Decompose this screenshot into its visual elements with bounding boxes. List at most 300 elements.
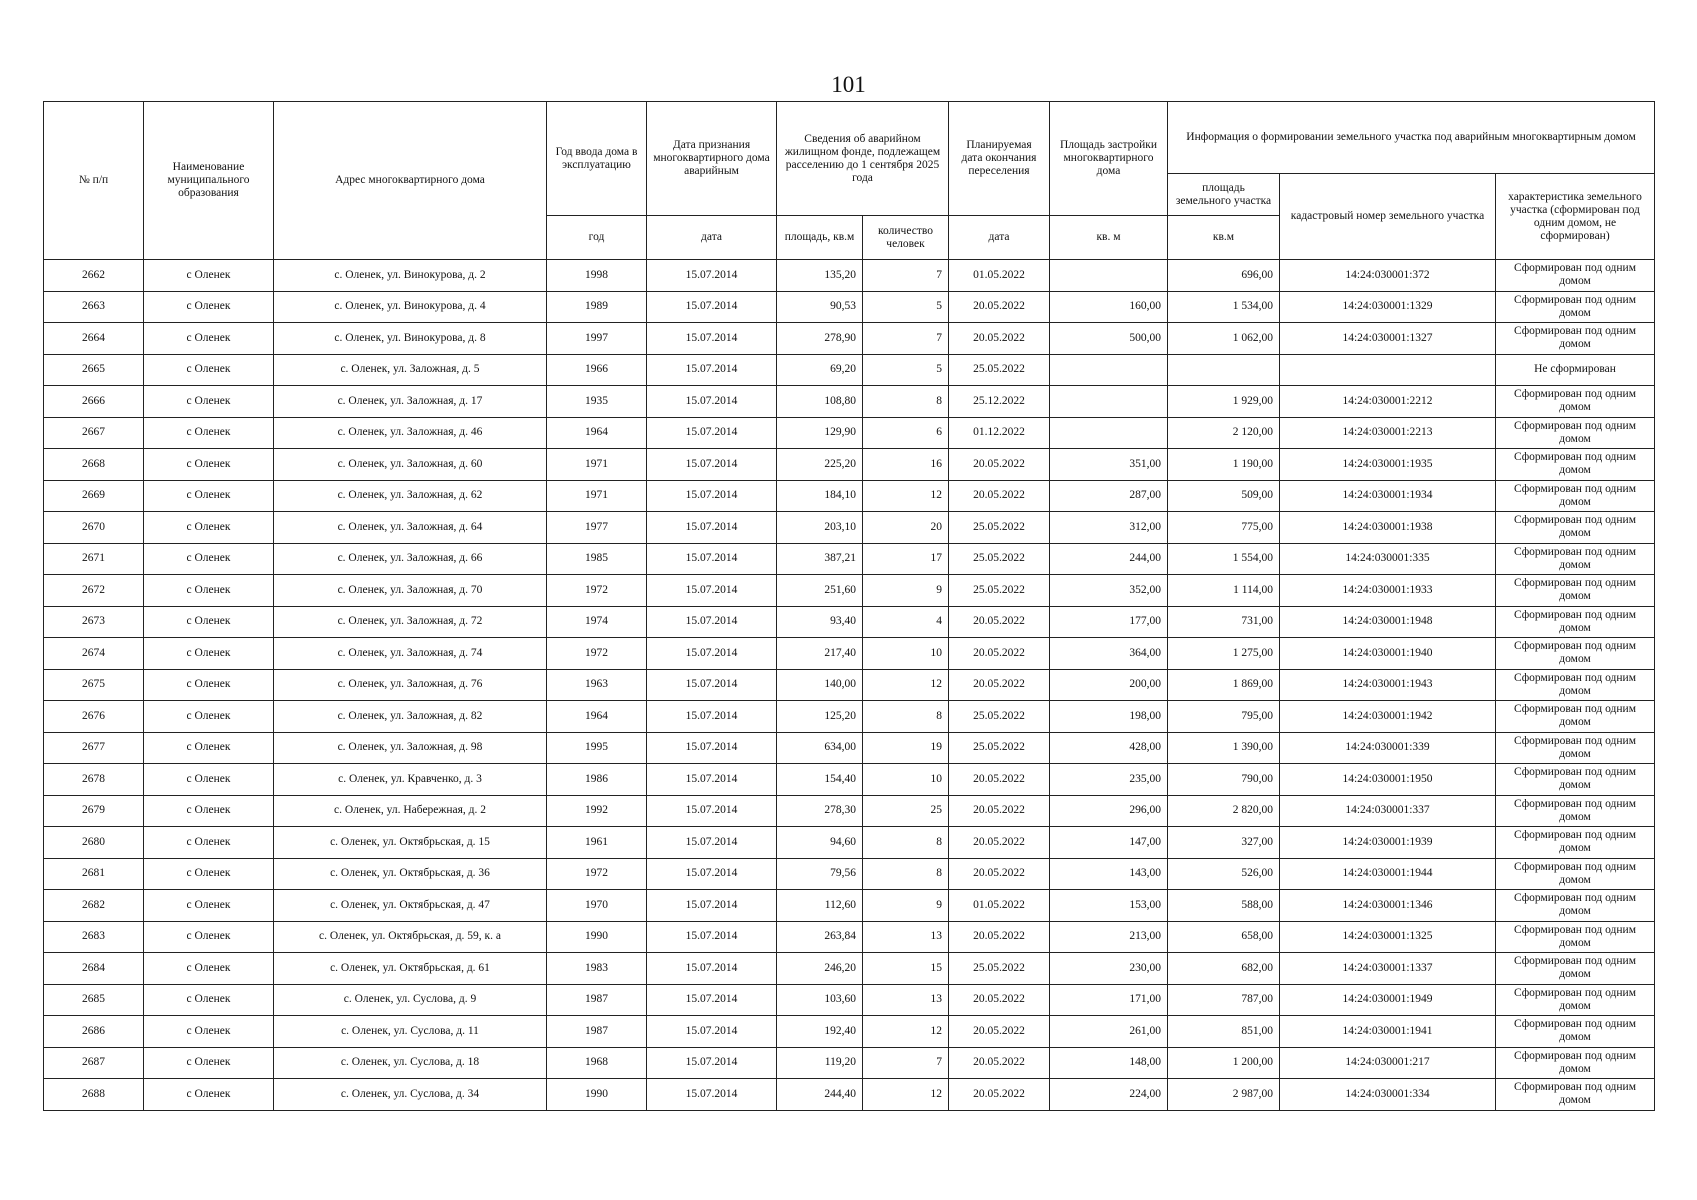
cell-area: 140,00 [777,669,863,701]
cell-recognition-date: 15.07.2014 [647,1016,777,1048]
cell-address: с. Оленек, ул. Заложная, д. 98 [274,732,547,764]
cell-municipality: с Оленек [144,417,274,449]
cell-land-characteristic: Сформирован под одним домом [1496,606,1655,638]
cell-cadastral: 14:24:030001:1940 [1280,638,1496,670]
cell-area: 251,60 [777,575,863,607]
cell-land-characteristic: Сформирован под одним домом [1496,543,1655,575]
cell-municipality: с Оленек [144,764,274,796]
cell-address: с. Оленек, ул. Заложная, д. 64 [274,512,547,544]
cell-built-area: 200,00 [1050,669,1168,701]
cell-area: 278,90 [777,323,863,355]
cell-year: 1972 [547,858,647,890]
cell-land-area [1168,354,1280,386]
cell-people: 10 [863,638,949,670]
cell-built-area: 244,00 [1050,543,1168,575]
cell-cadastral: 14:24:030001:335 [1280,543,1496,575]
cell-built-area: 177,00 [1050,606,1168,638]
cell-land-area: 731,00 [1168,606,1280,638]
table-row [44,732,1655,764]
cell-num: 2678 [44,764,144,796]
table-row [44,1079,1655,1111]
cell-recognition-date: 15.07.2014 [647,638,777,670]
cell-land-characteristic: Сформирован под одним домом [1496,575,1655,607]
cell-recognition-date: 15.07.2014 [647,323,777,355]
cell-people: 12 [863,480,949,512]
cell-area: 112,60 [777,890,863,922]
cell-num: 2669 [44,480,144,512]
cell-recognition-date: 15.07.2014 [647,1079,777,1111]
header-land-characteristic: характеристика земельного участка (сформирован под одним домом, не сформирован) [1496,174,1655,260]
cell-built-area: 352,00 [1050,575,1168,607]
cell-recognition-date: 15.07.2014 [647,827,777,859]
cell-recognition-date: 15.07.2014 [647,669,777,701]
cell-municipality: с Оленек [144,323,274,355]
table-row [44,543,1655,575]
cell-area: 129,90 [777,417,863,449]
cell-num: 2685 [44,984,144,1016]
table-row [44,323,1655,355]
cell-year: 1983 [547,953,647,985]
cell-recognition-date: 15.07.2014 [647,449,777,481]
unit-year: год [547,216,647,260]
table-row [44,764,1655,796]
cell-land-area: 795,00 [1168,701,1280,733]
table-row [44,606,1655,638]
cell-land-characteristic: Сформирован под одним домом [1496,512,1655,544]
cell-people: 7 [863,260,949,292]
cell-land-area: 588,00 [1168,890,1280,922]
cell-municipality: с Оленек [144,638,274,670]
cell-cadastral: 14:24:030001:1943 [1280,669,1496,701]
cell-num: 2665 [44,354,144,386]
cell-people: 8 [863,701,949,733]
table-row [44,827,1655,859]
cell-recognition-date: 15.07.2014 [647,984,777,1016]
cell-address: с. Оленек, ул. Заложная, д. 82 [274,701,547,733]
cell-num: 2672 [44,575,144,607]
cell-area: 263,84 [777,921,863,953]
cell-built-area: 296,00 [1050,795,1168,827]
cell-area: 244,40 [777,1079,863,1111]
header-planned-date: Планируемая дата окончания переселения [949,102,1050,216]
cell-land-area: 851,00 [1168,1016,1280,1048]
cell-land-area: 790,00 [1168,764,1280,796]
cell-num: 2687 [44,1047,144,1079]
cell-recognition-date: 15.07.2014 [647,417,777,449]
cell-land-characteristic: Сформирован под одним домом [1496,732,1655,764]
header-num: № п/п [44,102,144,260]
cell-built-area: 235,00 [1050,764,1168,796]
cell-address: с. Оленек, ул. Заложная, д. 76 [274,669,547,701]
cell-land-characteristic: Сформирован под одним домом [1496,953,1655,985]
cell-planned-date: 25.05.2022 [949,512,1050,544]
cell-num: 2670 [44,512,144,544]
cell-people: 25 [863,795,949,827]
cell-planned-date: 20.05.2022 [949,606,1050,638]
cell-planned-date: 20.05.2022 [949,1047,1050,1079]
cell-land-area: 1 275,00 [1168,638,1280,670]
cell-land-characteristic: Сформирован под одним домом [1496,291,1655,323]
cell-recognition-date: 15.07.2014 [647,606,777,638]
cell-cadastral: 14:24:030001:1950 [1280,764,1496,796]
cell-address: с. Оленек, ул. Винокурова, д. 8 [274,323,547,355]
cell-built-area: 312,00 [1050,512,1168,544]
cell-built-area [1050,260,1168,292]
cell-people: 15 [863,953,949,985]
cell-built-area [1050,386,1168,418]
cell-municipality: с Оленек [144,386,274,418]
cell-land-characteristic: Сформирован под одним домом [1496,764,1655,796]
cell-address: с. Оленек, ул. Заложная, д. 66 [274,543,547,575]
cell-planned-date: 20.05.2022 [949,323,1050,355]
cell-land-area: 658,00 [1168,921,1280,953]
cell-built-area: 213,00 [1050,921,1168,953]
cell-land-area: 1 190,00 [1168,449,1280,481]
cell-municipality: с Оленек [144,732,274,764]
table-row [44,669,1655,701]
cell-land-characteristic: Сформирован под одним домом [1496,827,1655,859]
table-row [44,1016,1655,1048]
cell-people: 7 [863,1047,949,1079]
cell-planned-date: 20.05.2022 [949,480,1050,512]
cell-address: с. Оленек, ул. Суслова, д. 9 [274,984,547,1016]
cell-people: 9 [863,890,949,922]
cell-land-area: 787,00 [1168,984,1280,1016]
cell-area: 90,53 [777,291,863,323]
cell-year: 1972 [547,638,647,670]
table-row [44,291,1655,323]
cell-planned-date: 25.05.2022 [949,354,1050,386]
cell-people: 6 [863,417,949,449]
cell-num: 2662 [44,260,144,292]
cell-land-area: 1 062,00 [1168,323,1280,355]
cell-year: 1992 [547,795,647,827]
cell-land-characteristic: Сформирован под одним домом [1496,1079,1655,1111]
cell-land-area: 526,00 [1168,858,1280,890]
cell-land-characteristic: Сформирован под одним домом [1496,701,1655,733]
cell-land-characteristic: Сформирован под одним домом [1496,1047,1655,1079]
cell-built-area: 160,00 [1050,291,1168,323]
cell-recognition-date: 15.07.2014 [647,953,777,985]
cell-people: 5 [863,291,949,323]
cell-num: 2688 [44,1079,144,1111]
cell-built-area [1050,354,1168,386]
unit-people: количество человек [863,216,949,260]
cell-cadastral: 14:24:030001:1337 [1280,953,1496,985]
table-row [44,953,1655,985]
cell-area: 634,00 [777,732,863,764]
cell-municipality: с Оленек [144,449,274,481]
cell-year: 1961 [547,827,647,859]
cell-municipality: с Оленек [144,1047,274,1079]
cell-area: 79,56 [777,858,863,890]
cell-planned-date: 01.12.2022 [949,417,1050,449]
cell-year: 1990 [547,1079,647,1111]
cell-num: 2663 [44,291,144,323]
cell-num: 2673 [44,606,144,638]
table-row [44,638,1655,670]
cell-area: 69,20 [777,354,863,386]
cell-area: 387,21 [777,543,863,575]
cell-area: 125,20 [777,701,863,733]
cell-address: с. Оленек, ул. Заложная, д. 5 [274,354,547,386]
cell-land-characteristic: Сформирован под одним домом [1496,1016,1655,1048]
cell-cadastral: 14:24:030001:1934 [1280,480,1496,512]
cell-planned-date: 20.05.2022 [949,858,1050,890]
cell-municipality: с Оленек [144,1016,274,1048]
cell-year: 1990 [547,921,647,953]
cell-year: 1987 [547,984,647,1016]
cell-land-area: 1 534,00 [1168,291,1280,323]
cell-land-characteristic: Сформирован под одним домом [1496,480,1655,512]
cell-municipality: с Оленек [144,575,274,607]
cell-year: 1963 [547,669,647,701]
table-row [44,858,1655,890]
cell-land-area: 775,00 [1168,512,1280,544]
cell-land-area: 2 120,00 [1168,417,1280,449]
cell-people: 9 [863,575,949,607]
cell-area: 94,60 [777,827,863,859]
cell-municipality: с Оленек [144,984,274,1016]
cell-municipality: с Оленек [144,669,274,701]
cell-planned-date: 20.05.2022 [949,764,1050,796]
cell-address: с. Оленек, ул. Заложная, д. 46 [274,417,547,449]
cell-municipality: с Оленек [144,480,274,512]
cell-area: 154,40 [777,764,863,796]
cell-num: 2682 [44,890,144,922]
cell-municipality: с Оленек [144,795,274,827]
table-row [44,354,1655,386]
cell-land-characteristic: Сформирован под одним домом [1496,890,1655,922]
cell-area: 103,60 [777,984,863,1016]
cell-land-area: 2 820,00 [1168,795,1280,827]
cell-address: с. Оленек, ул. Заложная, д. 17 [274,386,547,418]
cell-recognition-date: 15.07.2014 [647,795,777,827]
cell-municipality: с Оленек [144,606,274,638]
cell-cadastral: 14:24:030001:1935 [1280,449,1496,481]
cell-land-area: 1 200,00 [1168,1047,1280,1079]
cell-planned-date: 20.05.2022 [949,984,1050,1016]
table-row [44,984,1655,1016]
cell-year: 1972 [547,575,647,607]
cell-year: 1986 [547,764,647,796]
cell-num: 2666 [44,386,144,418]
cell-address: с. Оленек, ул. Заложная, д. 62 [274,480,547,512]
cell-land-area: 1 869,00 [1168,669,1280,701]
cell-land-characteristic: Сформирован под одним домом [1496,638,1655,670]
cell-municipality: с Оленек [144,291,274,323]
cell-year: 1935 [547,386,647,418]
header-land-info: Информация о формировании земельного участка под аварийным многоквартирным домом [1168,102,1655,174]
cell-area: 225,20 [777,449,863,481]
cell-cadastral: 14:24:030001:339 [1280,732,1496,764]
unit-plan-date: дата [949,216,1050,260]
header-built-area: Площадь застройки многоквартирного дома [1050,102,1168,216]
cell-year: 1995 [547,732,647,764]
cell-people: 17 [863,543,949,575]
cell-cadastral: 14:24:030001:1949 [1280,984,1496,1016]
cell-year: 1987 [547,1016,647,1048]
header-emergency-fund: Сведения об аварийном жилищном фонде, подлежащем расселению до 1 сентября 2025 года [777,102,949,216]
cell-recognition-date: 15.07.2014 [647,732,777,764]
cell-built-area: 500,00 [1050,323,1168,355]
cell-planned-date: 20.05.2022 [949,669,1050,701]
cell-built-area: 364,00 [1050,638,1168,670]
cell-num: 2679 [44,795,144,827]
cell-recognition-date: 15.07.2014 [647,890,777,922]
cell-planned-date: 20.05.2022 [949,291,1050,323]
unit-area: площадь, кв.м [777,216,863,260]
cell-year: 1998 [547,260,647,292]
cell-planned-date: 20.05.2022 [949,827,1050,859]
cell-built-area: 261,00 [1050,1016,1168,1048]
cell-municipality: с Оленек [144,701,274,733]
cell-address: с. Оленек, ул. Винокурова, д. 4 [274,291,547,323]
cell-year: 1964 [547,417,647,449]
cell-people: 7 [863,323,949,355]
table-row [44,417,1655,449]
cell-cadastral: 14:24:030001:1939 [1280,827,1496,859]
cell-planned-date: 25.12.2022 [949,386,1050,418]
header-recognition-date: Дата признания многоквартирного дома аварийным [647,102,777,216]
cell-area: 119,20 [777,1047,863,1079]
cell-built-area: 153,00 [1050,890,1168,922]
cell-municipality: с Оленек [144,354,274,386]
cell-num: 2675 [44,669,144,701]
header-land-area: площадь земельного участка [1168,174,1280,216]
cell-address: с. Оленек, ул. Суслова, д. 34 [274,1079,547,1111]
cell-address: с. Оленек, ул. Заложная, д. 70 [274,575,547,607]
cell-address: с. Оленек, ул. Октябрьская, д. 59, к. а [274,921,547,953]
cell-planned-date: 25.05.2022 [949,732,1050,764]
cell-address: с. Оленек, ул. Кравченко, д. 3 [274,764,547,796]
cell-people: 13 [863,921,949,953]
cell-area: 192,40 [777,1016,863,1048]
cell-municipality: с Оленек [144,890,274,922]
cell-people: 8 [863,827,949,859]
cell-year: 1966 [547,354,647,386]
cell-cadastral: 14:24:030001:2213 [1280,417,1496,449]
cell-people: 5 [863,354,949,386]
cell-land-area: 1 929,00 [1168,386,1280,418]
cell-year: 1977 [547,512,647,544]
cell-recognition-date: 15.07.2014 [647,386,777,418]
cell-land-area: 1 390,00 [1168,732,1280,764]
cell-built-area: 143,00 [1050,858,1168,890]
cell-built-area: 230,00 [1050,953,1168,985]
table-header [44,102,1655,260]
cell-address: с. Оленек, ул. Заложная, д. 72 [274,606,547,638]
cell-address: с. Оленек, ул. Винокурова, д. 2 [274,260,547,292]
header-cadastral: кадастровый номер земельного участка [1280,174,1496,260]
cell-planned-date: 01.05.2022 [949,890,1050,922]
table-row [44,386,1655,418]
table-row [44,480,1655,512]
cell-land-area: 509,00 [1168,480,1280,512]
cell-num: 2668 [44,449,144,481]
table-row [44,1047,1655,1079]
cell-recognition-date: 15.07.2014 [647,575,777,607]
cell-cadastral: 14:24:030001:217 [1280,1047,1496,1079]
cell-area: 184,10 [777,480,863,512]
cell-recognition-date: 15.07.2014 [647,512,777,544]
cell-year: 1974 [547,606,647,638]
cell-address: с. Оленек, ул. Набережная, д. 2 [274,795,547,827]
cell-recognition-date: 15.07.2014 [647,543,777,575]
cell-address: с. Оленек, ул. Заложная, д. 74 [274,638,547,670]
cell-planned-date: 20.05.2022 [949,449,1050,481]
table-body [44,260,1655,1111]
cell-area: 217,40 [777,638,863,670]
cell-address: с. Оленек, ул. Октябрьская, д. 61 [274,953,547,985]
cell-cadastral: 14:24:030001:1941 [1280,1016,1496,1048]
cell-year: 1971 [547,449,647,481]
cell-land-characteristic: Сформирован под одним домом [1496,795,1655,827]
cell-cadastral: 14:24:030001:334 [1280,1079,1496,1111]
cell-land-area: 1 554,00 [1168,543,1280,575]
cell-planned-date: 25.05.2022 [949,701,1050,733]
cell-area: 203,10 [777,512,863,544]
table-row [44,701,1655,733]
cell-area: 93,40 [777,606,863,638]
cell-land-area: 696,00 [1168,260,1280,292]
cell-land-characteristic: Сформирован под одним домом [1496,417,1655,449]
cell-built-area: 147,00 [1050,827,1168,859]
cell-num: 2674 [44,638,144,670]
cell-municipality: с Оленек [144,1079,274,1111]
cell-year: 1985 [547,543,647,575]
cell-people: 12 [863,1079,949,1111]
table-row [44,575,1655,607]
cell-people: 8 [863,386,949,418]
cell-planned-date: 20.05.2022 [949,1016,1050,1048]
cell-num: 2667 [44,417,144,449]
cell-built-area: 198,00 [1050,701,1168,733]
cell-built-area: 148,00 [1050,1047,1168,1079]
cell-land-characteristic: Сформирован под одним домом [1496,449,1655,481]
cell-num: 2680 [44,827,144,859]
table-row [44,890,1655,922]
page-number: 101 [831,72,866,97]
cell-built-area [1050,417,1168,449]
cell-municipality: с Оленек [144,921,274,953]
cell-cadastral: 14:24:030001:1938 [1280,512,1496,544]
cell-land-area: 682,00 [1168,953,1280,985]
unit-sqm: кв. м [1050,216,1168,260]
cell-cadastral: 14:24:030001:1325 [1280,921,1496,953]
cell-recognition-date: 15.07.2014 [647,921,777,953]
cell-people: 8 [863,858,949,890]
cell-area: 108,80 [777,386,863,418]
cell-year: 1970 [547,890,647,922]
cell-year: 1989 [547,291,647,323]
cell-land-characteristic: Сформирован под одним домом [1496,386,1655,418]
cell-planned-date: 20.05.2022 [949,795,1050,827]
cell-planned-date: 20.05.2022 [949,638,1050,670]
cell-planned-date: 20.05.2022 [949,921,1050,953]
cell-built-area: 287,00 [1050,480,1168,512]
cell-address: с. Оленек, ул. Октябрьская, д. 15 [274,827,547,859]
cell-land-characteristic: Сформирован под одним домом [1496,921,1655,953]
cell-municipality: с Оленек [144,953,274,985]
cell-address: с. Оленек, ул. Заложная, д. 60 [274,449,547,481]
cell-land-characteristic: Сформирован под одним домом [1496,260,1655,292]
cell-land-area: 2 987,00 [1168,1079,1280,1111]
cell-area: 246,20 [777,953,863,985]
cell-year: 1964 [547,701,647,733]
cell-people: 12 [863,1016,949,1048]
table-row [44,921,1655,953]
